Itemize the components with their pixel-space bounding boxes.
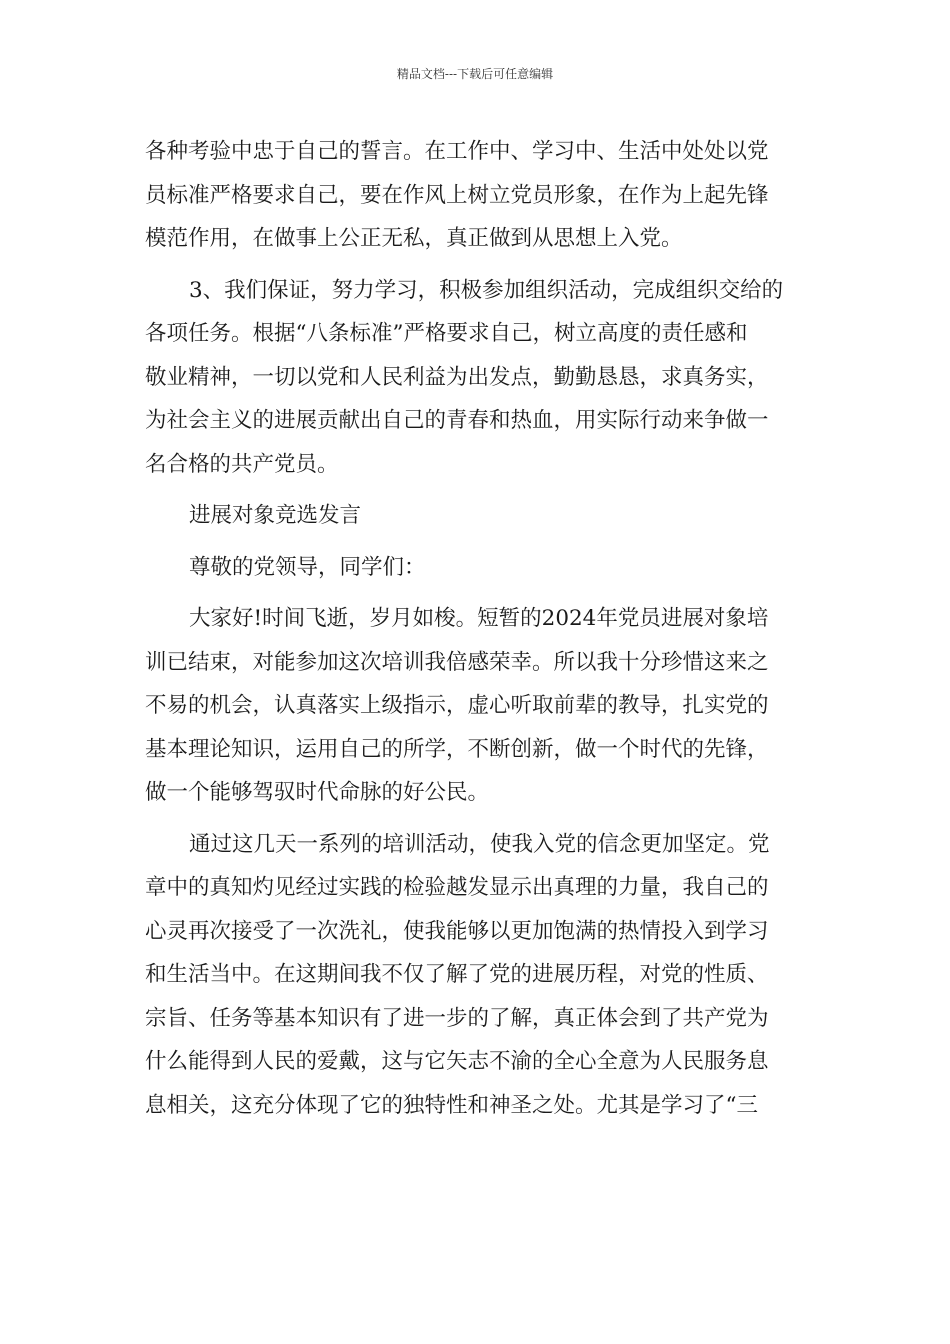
text-line: 通过这几天一系列的培训活动，使我入党的信念更加坚定。党 <box>189 831 770 857</box>
text-line: 什么能得到人民的爱戴，这与它矢志不渝的全心全意为人民服务息 <box>145 1049 769 1074</box>
paragraph <box>145 823 809 1128</box>
text-line: 宗旨、任务等基本知识有了进一步的了解，真正体会到了共产党为 <box>145 1005 769 1031</box>
text-line: 为社会主义的进展贡献出自己的青春和热血，用实际行动来争做一 <box>145 408 769 433</box>
text-line: 进展对象竞选发言 <box>189 503 362 528</box>
text-line: 章中的真知灼见经过实践的检验越发显示出真理的力量，我自己的 <box>145 875 769 900</box>
page-header: 精品文档---下载后可任意编辑 <box>396 67 554 81</box>
paragraph <box>145 130 809 261</box>
text-line: 心灵再次接受了一次洗礼，使我能够以更加饱满的热情投入到学习 <box>145 918 769 944</box>
section-title <box>145 494 809 538</box>
text-line: 名合格的共产党员。 <box>145 451 339 477</box>
text-line: 敬业精神，一切以党和人民利益为出发点，勤勤恳恳，求真务实， <box>145 364 769 390</box>
text-line: 息相关，这充分体现了它的独特性和神圣之处。尤其是学习了“三 <box>145 1092 758 1118</box>
text-line: 和生活当中。在这期间我不仅了解了党的进展历程，对党的性质、 <box>145 962 769 987</box>
text-line: 员标准严格要求自己，要在作风上树立党员形象，在作为上起先锋 <box>145 182 769 208</box>
text-line: 3、我们保证，努力学习，积极参加组织活动，完成组织交给的 <box>189 277 784 303</box>
text-line: 基本理论知识，运用自己的所学，不断创新，做一个时代的先锋， <box>145 736 769 762</box>
text-line: 各种考验中忠于自己的誓言。在工作中、学习中、生活中处处以党 <box>145 139 769 164</box>
text-line: 大家好!时间飞逝，岁月如梭。短暂的2024年党员进展对象培 <box>189 606 769 631</box>
text-line: 模范作用，在做事上公正无私，真正做到从思想上入党。 <box>145 226 683 251</box>
text-line: 训已结束，对能参加这次培训我倍感荣幸。所以我十分珍惜这来之 <box>145 649 769 675</box>
salutation <box>145 546 809 590</box>
text-line: 各项任务。根据“八条标准”严格要求自己，树立高度的责任感和 <box>145 321 748 346</box>
text-line: 做一个能够驾驭时代命脉的好公民。 <box>145 780 490 805</box>
paragraph <box>145 269 809 487</box>
paragraph <box>145 597 809 815</box>
document-body <box>145 130 809 1127</box>
text-line: 不易的机会，认真落实上级指示，虚心听取前辈的教导，扎实党的 <box>145 693 769 718</box>
text-line: 尊敬的党领导，同学们： <box>189 554 426 580</box>
